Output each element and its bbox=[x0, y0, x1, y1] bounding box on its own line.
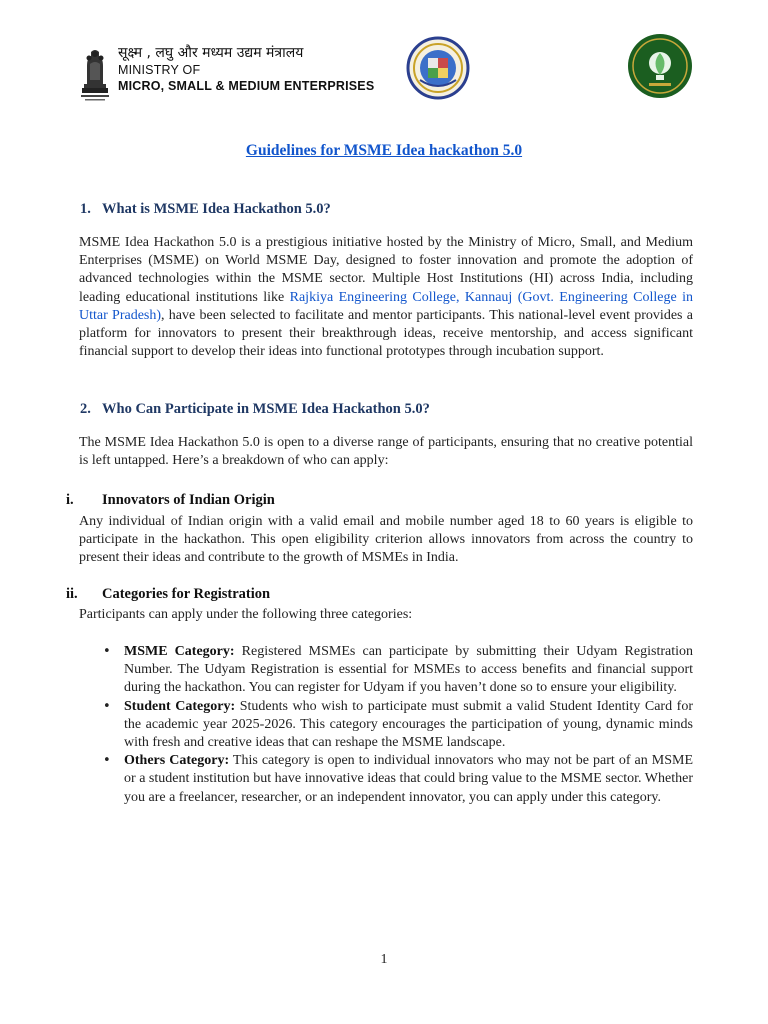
national-emblem-icon bbox=[78, 44, 112, 102]
category-label: MSME Category: bbox=[124, 644, 235, 659]
section-1-text-b: , have been selected to facilitate and mentor participants. This national-level event provides a platform for innovators to present their breakthrough ideas, receive mentorship, and access significant financial support to develop their ideas into functional prototypes through incubation support. bbox=[79, 307, 693, 360]
section-2-intro: The MSME Idea Hackathon 5.0 is open to a diverse range of participants, ensuring that no creative potential is left untapped. Here’s a breakdown of who can apply: bbox=[79, 435, 693, 469]
category-list bbox=[103, 643, 693, 807]
bullet-icon: • bbox=[103, 698, 111, 714]
category-text: Registered MSMEs can participate by submitting their Udyam Registration Number. The Udyam Registration is essential for MSMEs to access benefits and financial support during the hackathon. You can register for Udyam if you haven’t done so to ensure your eligibility. bbox=[124, 644, 693, 696]
subsection-ii-intro: Participants can apply under the following three categories: bbox=[79, 607, 413, 622]
section-1-number: 1. bbox=[80, 201, 91, 217]
section-1-text-a: MSME Idea Hackathon 5.0 is a prestigious initiative hosted by the Ministry of Micro, Small, and Medium Enterprises (MSME) on World MSME Day, designed to foster innovation and promote the adoption of advanced technologies within the MSME sector. Multiple Host Institutions (HI) across India, including leading educational institutions like bbox=[79, 235, 693, 305]
category-label: Student Category: bbox=[124, 698, 236, 714]
category-label: Others Category: bbox=[124, 753, 230, 769]
section-2-heading-text: Who Can Participate in MSME Idea Hackathon 5.0? bbox=[102, 401, 430, 417]
list-item-student-category bbox=[103, 698, 693, 753]
section-1-paragraph bbox=[79, 234, 693, 361]
section-2-number: 2. bbox=[80, 401, 91, 417]
subsection-ii-numeral: ii. bbox=[66, 586, 78, 602]
green-circular-logo-icon bbox=[627, 33, 693, 99]
institute-seal-icon bbox=[406, 36, 470, 100]
subsection-i-heading bbox=[66, 492, 275, 509]
ministry-of-label: MINISTRY OF bbox=[118, 63, 201, 77]
host-institution-link[interactable]: Rajkiya Engineering College, Kannauj (Govt. Engineering College in Uttar Pradesh) bbox=[79, 289, 693, 323]
category-text: This category is open to individual innovators who may not be part of an MSME or a student institution but have innovative ideas that could bring value to the MSME sector. Whether you are a freelancer, researcher, or an independent innovator, you can apply under this category. bbox=[124, 753, 694, 805]
bullet-icon: • bbox=[103, 753, 111, 769]
section-2-heading bbox=[80, 401, 430, 418]
document-title: Guidelines for MSME Idea hackathon 5.0 bbox=[245, 142, 523, 159]
subsection-ii-heading bbox=[66, 586, 271, 603]
subsection-ii-heading-text: Categories for Registration bbox=[102, 586, 271, 602]
ministry-name-block bbox=[118, 44, 374, 94]
page-number: 1 bbox=[380, 952, 388, 967]
list-item-msme-category bbox=[103, 643, 693, 698]
subsection-i-heading-text: Innovators of Indian Origin bbox=[102, 492, 275, 508]
list-item-others-category bbox=[103, 752, 693, 807]
section-1-heading-text: What is MSME Idea Hackathon 5.0? bbox=[102, 201, 331, 217]
ministry-name-english: MICRO, SMALL & MEDIUM ENTERPRISES bbox=[118, 79, 375, 93]
section-1-heading bbox=[80, 201, 331, 218]
ministry-name-hindi: सूक्ष्म , लघु और मध्यम उद्यम मंत्रालय bbox=[118, 45, 304, 61]
bullet-icon: • bbox=[103, 644, 111, 659]
subsection-i-paragraph: Any individual of Indian origin with a valid email and mobile number aged 18 to 60 years is eligible to participate in the hackathon. This open eligibility criterion allows innovators from across the country to present their ideas and contribute to the growth of MSMEs in India. bbox=[79, 514, 693, 566]
category-text: Students who wish to participate must submit a valid Student Identity Card for the academic year 2025-2026. This category encourages the participation of young, dynamic minds with fresh and creative ideas that can reshape the MSME landscape. bbox=[124, 698, 693, 751]
subsection-i-numeral: i. bbox=[66, 492, 74, 508]
